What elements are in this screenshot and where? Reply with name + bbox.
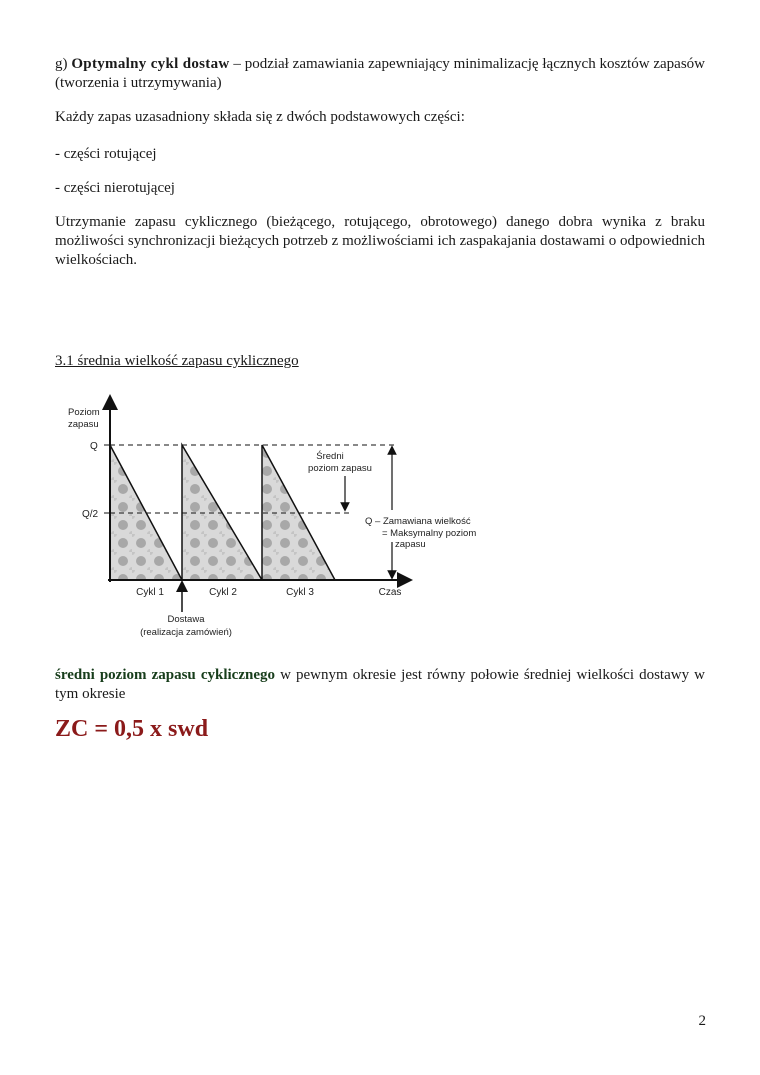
avg-level-label-line1: Średni <box>316 451 344 462</box>
cycle-label-2: Cykl 2 <box>209 587 237 598</box>
delivery-label-line2: (realizacja zamówień) <box>140 627 232 638</box>
section-heading: 3.1 średnia wielkość zapasu cyklicznego <box>55 353 299 369</box>
definition-label: g) <box>55 56 68 72</box>
list-item-rotating: - części rotującej <box>55 146 157 162</box>
avg-cyclic-definition <box>55 666 705 704</box>
avg-level-label-line2: poziom zapasu <box>308 463 372 474</box>
x-axis-label: Czas <box>378 587 402 598</box>
y-axis-label-line2: zapasu <box>68 419 99 430</box>
cyclic-stock-diagram <box>60 390 520 645</box>
y-axis-label-line1: Poziom <box>68 407 100 418</box>
delivery-label-line1: Dostawa <box>167 614 205 625</box>
tick-label-q: Q <box>90 441 98 452</box>
cyclic-stock-paragraph: Utrzymanie zapasu cyklicznego (bieżącego, rotującego, obrotowego) danego dobra wynika z braku możliwości synchronizacji bieżących potrzeb z możliwościami ich zaspakajania dostawami o odpowiednich wielkościach. <box>55 214 705 268</box>
definition-optimal-cycle <box>55 55 705 93</box>
cycle-label-1: Cykl 1 <box>136 587 164 598</box>
page-number: 2 <box>698 1013 706 1029</box>
q-legend-line2: = Maksymalny poziom <box>382 528 477 539</box>
formula: ZC = 0,5 x swd <box>55 716 209 742</box>
avg-cyclic-text: w pewnym okresie jest równy połowie średniej wielkości dostawy w tym okresie <box>55 667 705 702</box>
intro-paragraph: Każdy zapas uzasadniony składa się z dwóch podstawowych części: <box>55 109 465 125</box>
avg-cyclic-term: średni poziom zapasu cyklicznego <box>55 667 275 683</box>
cycle-label-3: Cykl 3 <box>286 587 314 598</box>
q-legend-line1: Q – Zamawiana wielkość <box>365 516 471 527</box>
definition-text: – podział zamawiania zapewniający minimalizację łącznych kosztów zapasów (tworzenia i utrzymywania) <box>55 56 706 91</box>
tick-label-q-half: Q/2 <box>82 509 99 520</box>
list-item-nonrotating: - części nierotującej <box>55 180 175 196</box>
definition-term: Optymalny cykl dostaw <box>71 56 230 72</box>
q-legend-line3: zapasu <box>395 539 426 550</box>
